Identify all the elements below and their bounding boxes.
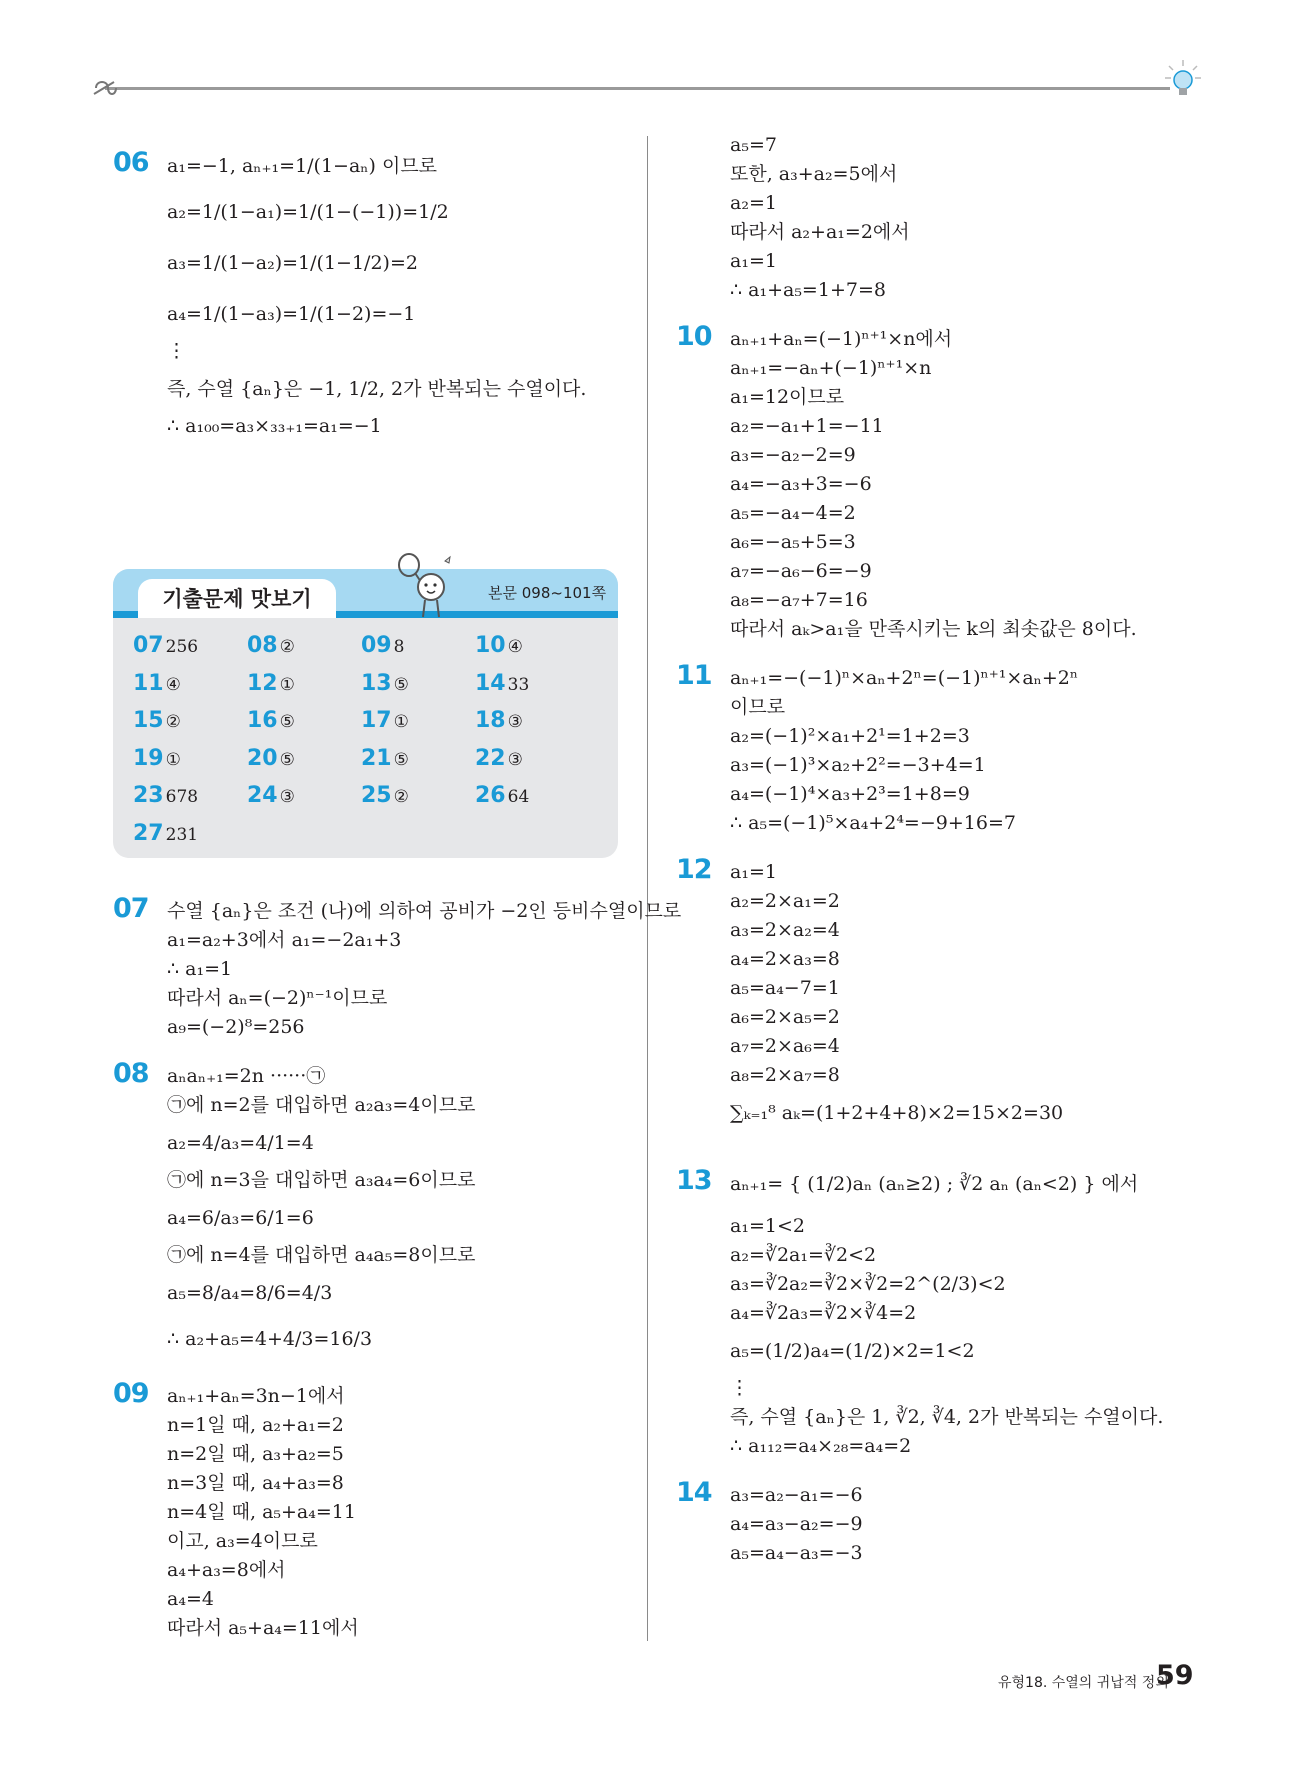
answer-number: 25 (361, 783, 392, 808)
solution-line (676, 499, 1196, 528)
solution-line (676, 1241, 1196, 1270)
solution-line (676, 586, 1196, 615)
answer-item (475, 781, 529, 811)
solution-text: a₅=7 (730, 134, 777, 156)
solution-text: a₈=−a₇+7=16 (730, 589, 868, 611)
solution-line (676, 354, 1196, 383)
solution-text: a₅=(1/2)a₄=(1/2)×2=1<2 (730, 1340, 975, 1362)
answer-item (133, 781, 198, 811)
solution-text: ∴ a₁₀₀=a₃×₃₃₊₁=a₁=−1 (167, 415, 382, 437)
answer-value: 33 (507, 674, 530, 695)
solution-line (676, 189, 1196, 218)
answer-number: 27 (133, 820, 164, 846)
spacer (676, 1461, 1196, 1481)
answer-number: 21 (361, 745, 392, 771)
solution-text: 따라서 a₂+a₁=2에서 (730, 221, 910, 243)
answer-item (475, 744, 523, 774)
problem-number: 07 (113, 893, 149, 924)
answer-value: 256 (165, 637, 199, 657)
answer-item (475, 706, 523, 736)
solution-text: n=4일 때, a₅+a₄=11 (167, 1501, 356, 1523)
solution-line (676, 528, 1196, 557)
answer-number: 10 (475, 633, 506, 658)
solution-text: a₅=a₄−7=1 (730, 977, 840, 999)
solution-text: a₃=a₂−a₁=−6 (730, 1484, 863, 1506)
solution-text: a₉=(−2)⁸=256 (167, 1016, 305, 1038)
solution-text: a₂=∛2a₁=∛2<2 (730, 1244, 877, 1266)
solution-line (676, 809, 1196, 838)
answer-value: ① (279, 674, 295, 695)
solution-line (113, 189, 633, 235)
solution-line (676, 1432, 1196, 1461)
answer-box-reference: 본문 098~101쪽 (488, 584, 607, 602)
answer-number: 16 (247, 708, 278, 733)
solution-text: ∴ a₁₁₂=a₄×₂₈=a₄=2 (730, 1435, 912, 1457)
solution-line (676, 1299, 1196, 1328)
solution-line (676, 1061, 1196, 1090)
lightbulb-icon (1163, 58, 1203, 102)
solution-text: a₁=a₂+3에서 a₁=−2a₁+3 (167, 929, 402, 951)
solution-text: n=3일 때, a₄+a₃=8 (167, 1472, 344, 1494)
answer-number: 19 (133, 745, 164, 771)
solution-line (676, 276, 1196, 305)
problem-number: 08 (113, 1058, 149, 1089)
right-column (676, 131, 1196, 1568)
solution-line (676, 751, 1196, 780)
problem-13-start (676, 1156, 1196, 1212)
solution-line (676, 1539, 1196, 1568)
solution-text: aₙ₊₁+aₙ=(−1)ⁿ⁺¹×n에서 (730, 328, 953, 350)
answer-value: 8 (393, 637, 405, 657)
solution-text: aₙ₊₁+aₙ=3n−1에서 (167, 1385, 345, 1407)
solution-line (113, 1440, 633, 1469)
solution-text: ⋮ (730, 1377, 749, 1399)
solution-text: ∴ a₁+a₅=1+7=8 (730, 279, 886, 301)
solution-line (113, 1316, 633, 1362)
answer-number: 13 (361, 670, 392, 696)
solution-text: 수열 {aₙ}은 조건 (나)에 의하여 공비가 −2인 등비수열이므로 (167, 900, 682, 922)
solution-text: a₆=2×a₅=2 (730, 1006, 840, 1028)
spacer (113, 1362, 633, 1382)
answer-item (361, 631, 404, 661)
solution-line (676, 722, 1196, 751)
solution-line (676, 412, 1196, 441)
solution-text: a₅=8/a₄=8/6=4/3 (167, 1282, 333, 1304)
answer-value: ④ (165, 674, 181, 695)
answer-item (247, 781, 295, 811)
solution-text: a₄=−a₃+3=−6 (730, 473, 872, 495)
solution-text: a₇=2×a₆=4 (730, 1035, 840, 1057)
solution-text: a₅=a₄−a₃=−3 (730, 1542, 863, 1564)
solution-text: a₃=−a₂−2=9 (730, 444, 856, 466)
solution-text: a₅=−a₄−4=2 (730, 502, 856, 524)
solution-text: 또한, a₃+a₂=5에서 (730, 163, 898, 185)
solution-line (113, 1614, 633, 1643)
solution-line (113, 1585, 633, 1614)
problem-06-start (113, 143, 633, 189)
solution-line (113, 412, 633, 441)
solution-line (676, 557, 1196, 586)
problem-number: 09 (113, 1378, 149, 1409)
solution-text: 이고, a₃=4이므로 (167, 1530, 318, 1552)
solution-line (113, 1166, 633, 1195)
solution-text: ∴ a₁=1 (167, 958, 233, 980)
solution-text: a₄=6/a₃=6/1=6 (167, 1207, 314, 1229)
footer-section: 유형18. 수열의 귀납적 정의 (998, 1675, 1169, 1691)
solution-text: a₂=4/a₃=4/1=4 (167, 1132, 314, 1154)
problem-10-start (676, 321, 1196, 354)
solution-line (676, 218, 1196, 247)
solution-text: a₄=2×a₃=8 (730, 948, 840, 970)
answer-value: ⑤ (393, 674, 409, 695)
answer-value: 64 (507, 787, 530, 807)
solution-text: a₁=12이므로 (730, 386, 845, 408)
solution-text: a₁=−1, aₙ₊₁=1/(1−aₙ) 이므로 (167, 155, 438, 177)
answer-number: 09 (361, 633, 392, 658)
solution-line (113, 1498, 633, 1527)
answer-item (475, 669, 529, 699)
solution-line (676, 1374, 1196, 1403)
solution-line (113, 1091, 633, 1120)
solution-line (676, 1270, 1196, 1299)
problem-number: 10 (676, 321, 712, 352)
problem-07-start (113, 893, 682, 926)
answer-item (475, 631, 523, 661)
problem-number: 14 (676, 1477, 712, 1508)
answer-number: 11 (133, 670, 164, 696)
solution-line (676, 1212, 1196, 1241)
badminton-cat-mascot-icon (395, 551, 453, 621)
solution-text: ⋮ (167, 340, 186, 362)
problem-14-start (676, 1477, 1196, 1510)
solution-text: 즉, 수열 {aₙ}은 −1, 1/2, 2가 반복되는 수열이다. (167, 378, 587, 400)
solution-text: a₄=4 (167, 1588, 214, 1610)
answer-value: 678 (165, 787, 199, 807)
solution-line (113, 1195, 633, 1241)
left-column-top (113, 143, 633, 441)
solution-line (113, 291, 633, 337)
answer-value: ⑤ (279, 712, 295, 732)
solution-line (676, 441, 1196, 470)
answer-item (247, 706, 295, 736)
solution-text: 따라서 a₅+a₄=11에서 (167, 1617, 359, 1639)
solution-text: a₈=2×a₇=8 (730, 1064, 840, 1086)
spacer (113, 1042, 633, 1062)
solution-line (676, 383, 1196, 412)
answer-number: 07 (133, 633, 164, 658)
solution-text: ∴ a₅=(−1)⁵×a₄+2⁴=−9+16=7 (730, 812, 1016, 834)
solution-line (676, 916, 1196, 945)
solution-line (676, 247, 1196, 276)
solution-text: ㉠에 n=4를 대입하면 a₄a₅=8이므로 (167, 1244, 476, 1266)
page-number: 59 (1156, 1660, 1194, 1691)
answer-number: 18 (475, 708, 506, 733)
solution-line (113, 1556, 633, 1585)
spacer (676, 1136, 1196, 1156)
problem-number: 11 (676, 660, 712, 691)
solution-line (113, 337, 633, 366)
answer-number: 22 (475, 745, 506, 771)
problem-08-start (113, 1058, 633, 1091)
answer-number: 14 (475, 670, 506, 696)
solution-line (676, 160, 1196, 189)
spacer (676, 305, 1196, 325)
answer-number: 15 (133, 708, 164, 733)
solution-line (113, 366, 633, 412)
answer-item (361, 669, 409, 699)
column-divider (647, 136, 648, 1641)
solution-line (676, 945, 1196, 974)
solution-text: ㉠에 n=3을 대입하면 a₃a₄=6이므로 (167, 1169, 476, 1191)
answer-item (133, 631, 198, 661)
answer-value: ① (393, 712, 409, 732)
answer-value: ② (279, 637, 295, 657)
answer-number: 12 (247, 670, 278, 696)
answer-value: ⑤ (279, 749, 295, 770)
solution-line (113, 235, 633, 291)
problem-11-start (676, 660, 1196, 693)
solution-line (113, 1241, 633, 1270)
answer-value: ① (165, 749, 181, 770)
answer-item (133, 669, 181, 699)
answer-number: 08 (247, 633, 278, 658)
answer-value: ④ (507, 637, 523, 657)
answer-value: ⑤ (393, 749, 409, 770)
spacer (676, 644, 1196, 664)
solution-text: n=1일 때, a₂+a₁=2 (167, 1414, 344, 1436)
answer-value: ③ (507, 749, 523, 770)
solution-text: aₙ₊₁=−aₙ+(−1)ⁿ⁺¹×n (730, 357, 932, 379)
solution-text: a₂=2×a₁=2 (730, 890, 840, 912)
answer-number: 26 (475, 783, 506, 808)
clip-icon (92, 77, 118, 99)
solution-text: aₙ₊₁= { (1/2)aₙ (aₙ≥2) ; ∛2 aₙ (aₙ<2) } 에서 (730, 1173, 1139, 1195)
solution-line (676, 1510, 1196, 1539)
solution-line (676, 1403, 1196, 1432)
solution-line (113, 1411, 633, 1440)
solution-line (676, 615, 1196, 644)
solution-text: a₄=1/(1−a₃)=1/(1−2)=−1 (167, 303, 416, 325)
solution-text: n=2일 때, a₃+a₂=5 (167, 1443, 344, 1465)
answer-item (247, 669, 295, 699)
solution-text: ㉠에 n=2를 대입하면 a₂a₃=4이므로 (167, 1094, 476, 1116)
solution-text: aₙ₊₁=−(−1)ⁿ×aₙ+2ⁿ=(−1)ⁿ⁺¹×aₙ+2ⁿ (730, 667, 1079, 689)
solution-line (113, 1120, 633, 1166)
answer-item (133, 744, 181, 774)
answer-item (133, 706, 181, 736)
solution-text: 즉, 수열 {aₙ}은 1, ∛2, ∛4, 2가 반복되는 수열이다. (730, 1406, 1164, 1428)
problem-12-start (676, 854, 1196, 887)
solution-line (113, 926, 633, 955)
solution-line (113, 1013, 633, 1042)
answer-value: ③ (507, 712, 523, 732)
solution-text: a₃=∛2a₂=∛2×∛2=2^(2/3)<2 (730, 1273, 1006, 1295)
solution-line (676, 974, 1196, 1003)
answer-item (247, 631, 295, 661)
solution-text: a₄=(−1)⁴×a₃+2³=1+8=9 (730, 783, 970, 805)
solution-line (676, 470, 1196, 499)
problem-09-start (113, 1378, 633, 1411)
solution-text: a₃=(−1)³×a₂+2²=−3+4=1 (730, 754, 986, 776)
solution-line (676, 131, 1196, 160)
answer-item (247, 744, 295, 774)
solution-text: a₁=1 (730, 250, 777, 272)
solution-line (676, 1328, 1196, 1374)
answer-item (361, 744, 409, 774)
answer-value: ② (165, 712, 181, 732)
answer-value: 231 (165, 824, 199, 845)
solution-line (676, 1003, 1196, 1032)
solution-line (676, 693, 1196, 722)
solution-text: a₁=1<2 (730, 1215, 805, 1237)
solution-text: ∴ a₂+a₅=4+4/3=16/3 (167, 1328, 373, 1350)
solution-text: a₃=1/(1−a₂)=1/(1−1/2)=2 (167, 252, 418, 274)
solution-text: a₃=2×a₂=4 (730, 919, 840, 941)
solution-text: 이므로 (730, 696, 786, 718)
solution-line (113, 955, 633, 984)
problem-number: 13 (676, 1165, 712, 1196)
solution-text: aₙaₙ₊₁=2n ······㉠ (167, 1065, 326, 1087)
solution-text: ∑ₖ₌₁⁸ aₖ=(1+2+4+8)×2=15×2=30 (730, 1102, 1064, 1124)
solution-line (676, 1090, 1196, 1136)
answer-box (113, 569, 618, 858)
answer-number: 17 (361, 708, 392, 733)
answer-box-title: 기출문제 맛보기 (138, 579, 336, 618)
answer-item (361, 781, 409, 811)
answer-item (133, 819, 198, 849)
solution-text: a₄=∛2a₃=∛2×∛4=2 (730, 1302, 917, 1324)
answer-item (361, 706, 409, 736)
spacer (676, 838, 1196, 858)
solution-line (676, 780, 1196, 809)
solution-line (676, 1032, 1196, 1061)
solution-line (113, 984, 633, 1013)
solution-text: a₂=(−1)²×a₁+2¹=1+2=3 (730, 725, 970, 747)
answer-number: 20 (247, 745, 278, 771)
solution-text: 따라서 aₖ>a₁을 만족시키는 k의 최솟값은 8이다. (730, 618, 1137, 640)
solution-text: a₄+a₃=8에서 (167, 1559, 286, 1581)
solution-text: a₂=−a₁+1=−11 (730, 415, 884, 437)
problem-number: 06 (113, 147, 149, 178)
problem-number: 12 (676, 854, 712, 885)
solution-text: a₆=−a₅+5=3 (730, 531, 856, 553)
solution-text: a₄=a₃−a₂=−9 (730, 1513, 863, 1535)
solution-text: a₇=−a₆−6=−9 (730, 560, 872, 582)
solution-line (113, 1527, 633, 1556)
solution-text: a₁=1 (730, 861, 777, 883)
solution-line (676, 887, 1196, 916)
solution-text: a₂=1/(1−a₁)=1/(1−(−1))=1/2 (167, 201, 449, 223)
left-column-bottom (113, 893, 682, 1643)
answer-number: 23 (133, 783, 164, 808)
answer-value: ③ (279, 787, 295, 807)
solution-line (113, 1270, 633, 1316)
answer-number: 24 (247, 783, 278, 808)
answer-value: ② (393, 787, 409, 807)
solution-text: 따라서 aₙ=(−2)ⁿ⁻¹이므로 (167, 987, 388, 1009)
solution-line (113, 1469, 633, 1498)
top-rule (105, 87, 1170, 90)
solution-text: a₂=1 (730, 192, 777, 214)
